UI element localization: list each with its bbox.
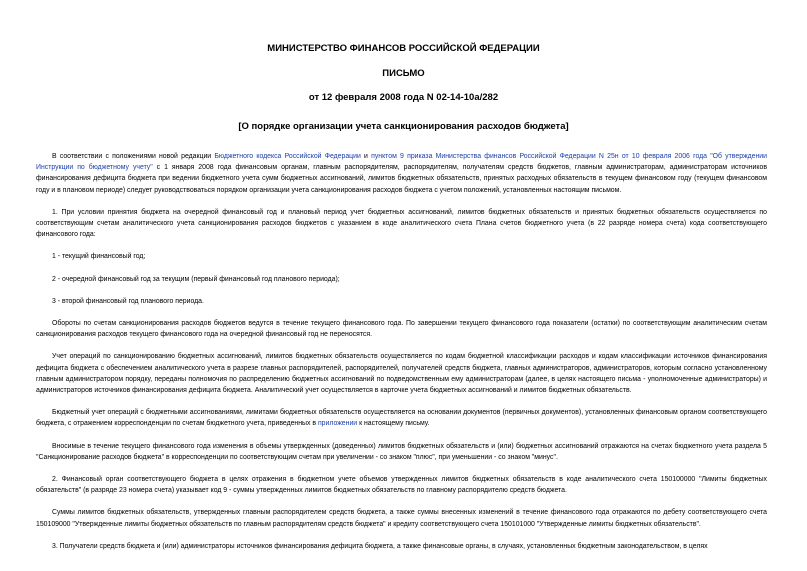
paragraph-documents [36, 407, 767, 429]
paragraph-text: и [360, 153, 372, 160]
document-type: ПИСЬМО [382, 68, 425, 79]
ministry-heading: МИНИСТЕРСТВО ФИНАНСОВ РОССИЙСКОЙ ФЕДЕРАЦИИ [267, 43, 540, 54]
paragraph-text: к настоящему письму. [357, 420, 430, 428]
paragraph-text: Бюджетный учет операций с бюджетными ассигнованиями, лимитами бюджетных обязательств осуществляется на основании документов (первичных документов), установленных финансовым органом соответствующего бюджета, с отражением корреспонденции по счетам бюджетного учета, приведенных в [36, 409, 767, 428]
link-appendix[interactable]: приложении [317, 420, 358, 428]
paragraph-accounting: Учет операций по санкционированию бюджетных ассигнований, лимитов бюджетных обязательств осуществляется по кодам бюджетной классификации расходов и кодам классификации источников финансирования дефицита бюджета с обеспечением аналитического учета в разрезе главных распорядителей, распорядителей, получателей средств бюджета, главных администраторов, администраторов, которым согласно установленному главным администратором порядку, переданы полномочия по распределению бюджетных ассигнований по подведомственным ему администраторам (далее, в целях настоящего письма - уполномоченные администраторы) и администраторов источников финансирования дефицита бюджета. Аналитический учет осуществляется в карточке учета бюджетных ассигнований и лимитов бюджетных обязательств. [36, 353, 767, 395]
paragraph-1: 1. При условии принятия бюджета на очередной финансовый год и плановый период учет бюджетных ассигнований, лимитов бюджетных обязательств и принятых бюджетных обязательств осуществляется по соответствующим счетам аналитического учета санкционирования расходов бюджетов с указанием в коде аналитического счета Плана счетов бюджетного учета (в 22 разряде номера счета) кода соответствующего финансового года: [36, 208, 767, 239]
link-order-25n[interactable]: пунктом 9 приказа Министерства финансов Российской Федерации N 25н от 10 февраля 2006 года "Об утверждении Инструкции по бюджетному учету" [36, 153, 767, 172]
paragraph-text: В соответствии с положениями новой редакции [52, 153, 215, 160]
list-item: 1 - текущий финансовый год; [52, 253, 146, 261]
paragraph-limits: Суммы лимитов бюджетных обязательств, утвержденных главным распорядителем средств бюджета, а также суммы внесенных изменений в течение финансового года отражаются по дебету соответствующего счета 150109000 "Утвержденные лимиты бюджетных обязательств по главным распорядителям средств бюджета" и кредиту соответствующего счета 150101000 "Утвержденные лимиты бюджетных обязательств". [36, 509, 767, 528]
list-item: 2 - очередной финансовый год за текущим (первый финансовый год планового периода); [52, 275, 340, 283]
date-and-number: от 12 февраля 2008 года N 02-14-10а/282 [308, 92, 499, 103]
link-budget-code[interactable]: Бюджетного кодекса Российской Федерации [214, 153, 361, 160]
document-subject: [О порядке организации учета санкционирования расходов бюджета] [238, 121, 569, 132]
letter-body [36, 151, 767, 563]
paragraph-3: 3. Получатели средств бюджета и (или) администраторы источников финансирования дефицита бюджета, а также финансовые органы, в случаях, установленных бюджетным законодательством, в целях [52, 542, 708, 550]
list-item: 3 - второй финансовый год планового периода. [52, 297, 204, 305]
paragraph-changes: Вносимые в течение текущего финансового года изменения в объемы утвержденных (доведенных) лимитов бюджетных обязательств и (или) бюджетных ассигнований отражаются на счетах бюджетного учета раздела 5 "Санкционирование расходов бюджета" в корреспонденции по соответствующим счетам при увеличении - со знаком "плюс", при уменьшении - со знаком "минус". [36, 442, 767, 461]
paragraph-2: 2. Финансовый орган соответствующего бюджета в целях отражения в бюджетном учете объемов утвержденных лимитов бюджетных обязательств в коде аналитического счета 150100000 "Лимиты бюджетных обязательств" (в разряде 23 номера счета) указывает код 9 - суммы утвержденных лимитов бюджетных обязательств по главному распорядителю средств бюджета. [36, 476, 767, 495]
paragraph-text: с 1 января 2008 года финансовым органам, главным распорядителям, распорядителям, получателям средств бюджетов, главным администраторам, администраторам источников финансирования дефицита бюджета при ведении бюджетного учета сумм бюджетных ассигнований, лимитов бюджетных обязательств, принятых расходных обязательств в текущем финансовом году (текущем финансовом году и в плановом периоде) следует руководствоваться порядком организации учета санкционирования расходов бюджета с учетом положений, установленных настоящим письмом. [36, 164, 767, 194]
paragraph-turnover: Обороты по счетам санкционирования расходов бюджетов ведутся в течение текущего финансового года. По завершении текущего финансового года показатели (остатки) по соответствующим аналитическим счетам санкционирования расходов текущего финансового года на очередной финансовый год не переносятся. [36, 320, 767, 339]
paragraph-intro [36, 151, 767, 196]
